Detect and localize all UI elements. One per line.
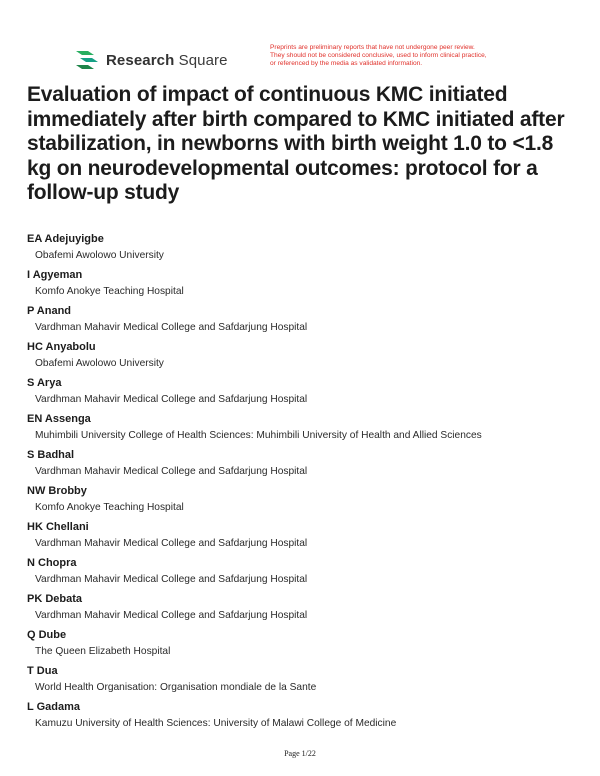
author-entry bbox=[27, 232, 587, 268]
author-entry bbox=[27, 376, 587, 412]
author-affiliation: Vardhman Mahavir Medical College and Safdarjung Hospital bbox=[35, 466, 308, 477]
page-number: Page 1/22 bbox=[284, 749, 316, 758]
author-entry bbox=[27, 592, 587, 628]
preprint-notice-line: They should not be considered conclusive, used to inform clinical practice, bbox=[270, 52, 487, 60]
author-affiliation: Obafemi Awolowo University bbox=[35, 250, 164, 261]
author-name: T Dua bbox=[27, 665, 58, 677]
author-name: Q Dube bbox=[27, 629, 67, 641]
author-name: EA Adejuyigbe bbox=[27, 233, 104, 245]
author-name: NW Brobby bbox=[27, 485, 87, 497]
author-name: EN Assenga bbox=[27, 413, 91, 425]
author-entry bbox=[27, 304, 587, 340]
preprint-notice-line: Preprints are preliminary reports that have not undergone peer review. bbox=[270, 44, 475, 51]
author-entry bbox=[27, 484, 587, 520]
author-entry bbox=[27, 412, 587, 448]
author-affiliation: Muhimbili University College of Health Sciences: Muhimbili University of Health and Allied Sciences bbox=[35, 430, 482, 441]
author-name: HC Anyabolu bbox=[27, 341, 96, 353]
author-name: N Chopra bbox=[27, 557, 77, 569]
author-affiliation: Kamuzu University of Health Sciences: University of Malawi College of Medicine bbox=[35, 718, 397, 729]
author-name: L Gadama bbox=[27, 701, 80, 713]
author-affiliation: Vardhman Mahavir Medical College and Safdarjung Hospital bbox=[35, 322, 308, 333]
author-affiliation: Vardhman Mahavir Medical College and Safdarjung Hospital bbox=[35, 574, 308, 585]
author-name: PK Debata bbox=[27, 593, 83, 605]
author-entry bbox=[27, 628, 587, 664]
preprint-notice bbox=[270, 44, 570, 69]
paper-title: Evaluation of impact of continuous KMC initiated immediately after birth compared to KMC initiated after stabilization, in newborns with birth weight 1.0 to <1.8 kg on neurodevelopmental outcomes: protocol for a follow-up study bbox=[27, 83, 565, 205]
author-affiliation: Obafemi Awolowo University bbox=[35, 358, 164, 369]
author-name: S Arya bbox=[27, 377, 62, 389]
author-affiliation: Vardhman Mahavir Medical College and Safdarjung Hospital bbox=[35, 538, 308, 549]
author-affiliation: The Queen Elizabeth Hospital bbox=[35, 646, 171, 657]
author-name: P Anand bbox=[27, 305, 72, 317]
logo-wordmark: Research Square bbox=[106, 51, 228, 69]
page-header bbox=[74, 44, 574, 80]
author-entry bbox=[27, 664, 587, 700]
research-square-logo-icon bbox=[74, 48, 100, 72]
author-name: HK Chellani bbox=[27, 521, 89, 533]
author-affiliation: Komfo Anokye Teaching Hospital bbox=[35, 286, 184, 297]
author-entry bbox=[27, 268, 587, 304]
author-name: I Agyeman bbox=[27, 269, 83, 281]
author-affiliation: Vardhman Mahavir Medical College and Safdarjung Hospital bbox=[35, 610, 308, 621]
author-affiliation: Komfo Anokye Teaching Hospital bbox=[35, 502, 184, 513]
author-list bbox=[27, 232, 587, 736]
research-square-logo[interactable] bbox=[74, 48, 228, 72]
author-entry bbox=[27, 556, 587, 592]
author-entry bbox=[27, 700, 587, 736]
preprint-notice-line: or referenced by the media as validated information. bbox=[270, 60, 423, 68]
author-entry bbox=[27, 340, 587, 376]
author-name: S Badhal bbox=[27, 449, 75, 461]
author-affiliation: World Health Organisation: Organisation mondiale de la Sante bbox=[35, 682, 317, 693]
author-entry bbox=[27, 448, 587, 484]
author-affiliation: Vardhman Mahavir Medical College and Safdarjung Hospital bbox=[35, 394, 308, 405]
author-entry bbox=[27, 520, 587, 556]
